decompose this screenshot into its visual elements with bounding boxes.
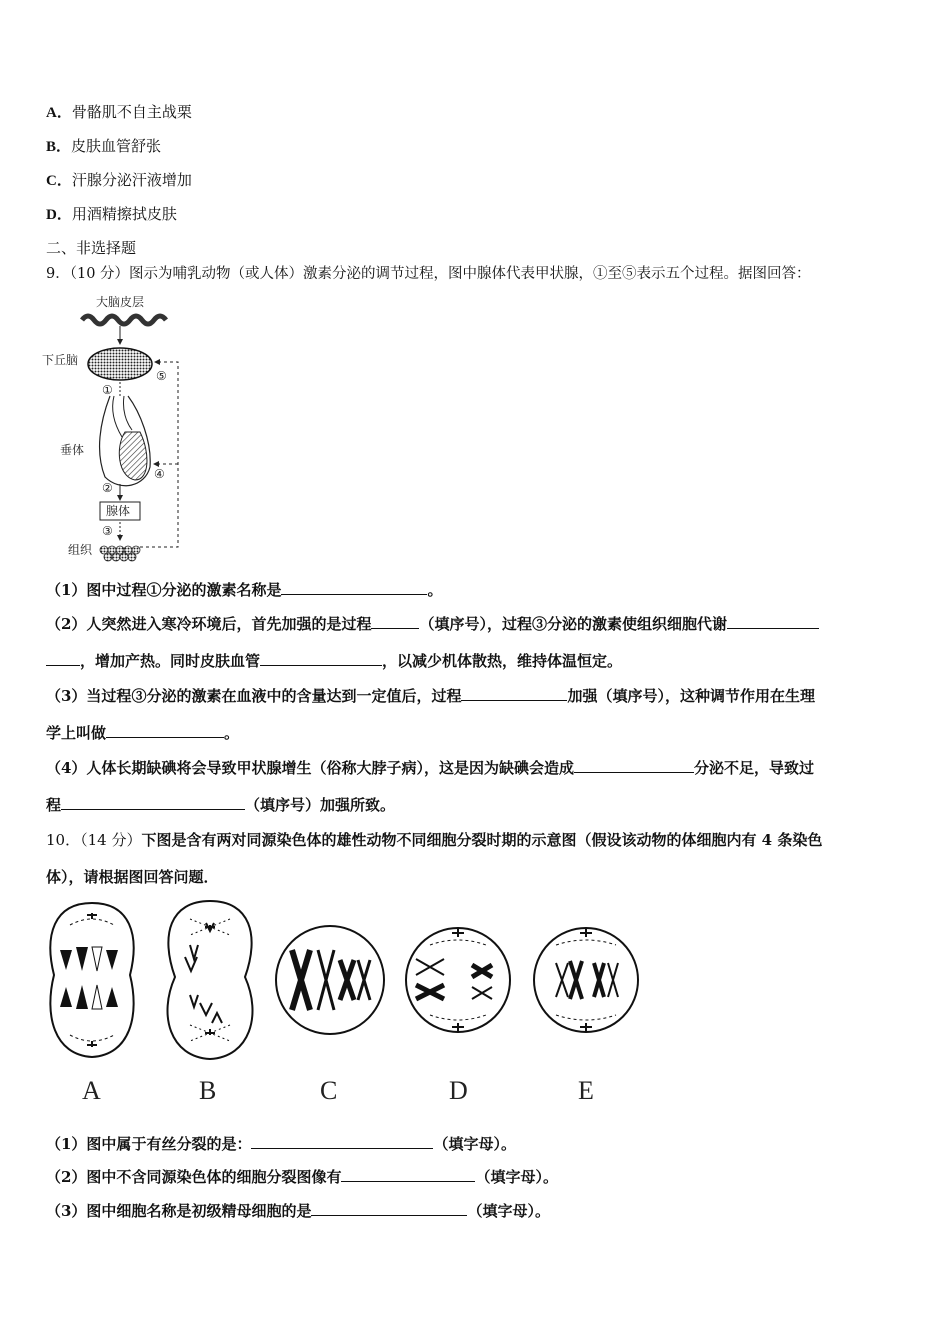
q9-sub2-tail: （填序号），过程③分泌的激素使组织细胞代谢 [419, 615, 727, 633]
pituitary-anterior [119, 432, 147, 480]
answer-blank[interactable] [311, 1201, 467, 1216]
q10-sub3-tail: （填字母）。 [467, 1202, 550, 1220]
option-letter: D． [46, 207, 72, 223]
section-title: 二、非选择题 [46, 239, 137, 257]
option-text: 汗腺分泌汗液增加 [71, 171, 192, 189]
cortex-label: 大脑皮层 [96, 295, 145, 309]
q9-sub3-cont: 学上叫做 [46, 724, 107, 742]
q10-sub1 [46, 1134, 516, 1154]
cortex-shape [82, 316, 166, 324]
q9-sub4-line1 [46, 758, 814, 778]
q10-sub2-text: （2）图中不含同源染色体的细胞分裂图像有 [46, 1168, 342, 1186]
q9-sub3-line2 [46, 723, 239, 743]
q10-score: （14 分） [80, 831, 142, 849]
option-letter: A． [46, 105, 72, 121]
q9-score: （10 分） [69, 266, 130, 282]
answer-blank[interactable] [574, 758, 694, 773]
answer-blank[interactable] [341, 1167, 475, 1182]
q10-sub2-tail: （填字母）。 [475, 1168, 558, 1186]
q9-sub4-tail: 分泌不足，导致过 [693, 759, 814, 777]
q9-sub2-cont: ，增加产热。同时皮肤血管 [80, 652, 261, 670]
process-1-label: ① [102, 383, 113, 397]
pituitary-label: 垂体 [60, 443, 85, 457]
q10-sub1-text: （1）图中属于有丝分裂的是： [46, 1135, 252, 1153]
answer-blank[interactable] [727, 614, 819, 629]
process-4-label: ④ [154, 467, 165, 481]
option-text: 用酒精擦拭皮肤 [71, 205, 177, 223]
q9-sub2-line1 [46, 614, 819, 634]
answer-blank[interactable] [260, 651, 382, 666]
answer-blank[interactable] [61, 795, 245, 810]
q9-sub4-line2 [46, 795, 395, 815]
cell-label-e: E [578, 1076, 594, 1105]
q10-stem-line1 [46, 830, 822, 850]
cell-division-figures [40, 895, 650, 1070]
q9-sub1-text: （1）图中过程①分泌的激素名称是 [46, 581, 282, 599]
q9-sub2-text: （2）人突然进入寒冷环境后，首先加强的是过程 [46, 615, 372, 633]
hypothalamus-shape [88, 348, 152, 380]
option-d [46, 204, 177, 225]
q9-sub4-text: （4）人体长期缺碘将会导致甲状腺增生（俗称大脖子病），这是因为缺碘会造成 [46, 759, 574, 777]
q9-sub3-text: （3）当过程③分泌的激素在血液中的含量达到一定值后，过程 [46, 687, 462, 705]
option-text: 皮肤血管舒张 [71, 137, 162, 155]
q9-sub4-end: （填序号）加强所致。 [245, 796, 396, 814]
q9-sub3-line1 [46, 686, 815, 706]
cell-a [48, 903, 136, 1057]
tissue-cells [100, 546, 140, 561]
q10-stem-text: 下图是含有两对同源染色体的雄性动物不同细胞分裂时期的示意图（假设该动物的体细胞内有 4 条染色 [141, 831, 823, 849]
q10-stem-line2: 体），请根据图回答问题． [46, 868, 219, 886]
answer-blank[interactable] [251, 1134, 433, 1149]
q10-number: 10． [46, 831, 81, 849]
answer-blank[interactable] [371, 614, 419, 629]
option-text: 骨骼肌不自主战栗 [71, 103, 192, 121]
q10-sub3 [46, 1201, 550, 1221]
cell-label-a: A [82, 1076, 101, 1105]
q9-stem-text: 图示为哺乳动物（或人体）激素分泌的调节过程，图中腺体代表甲状腺，①至⑤表示五个过程。据图回答： [129, 266, 811, 282]
q9-sub4-cont: 程 [46, 796, 62, 814]
cell-c [276, 926, 384, 1034]
q9-stem [46, 264, 811, 284]
q9-sub1 [46, 580, 442, 600]
tissue-label: 组织 [68, 543, 93, 557]
q10-sub1-tail: （填字母）。 [433, 1135, 516, 1153]
q9-sub3-tail: 加强（填序号），这种调节作用在生理 [567, 687, 815, 705]
q10-sub3-text: （3）图中细胞名称是初级精母细胞的是 [46, 1202, 312, 1220]
option-c [46, 170, 192, 191]
process-2-label: ② [102, 481, 113, 495]
cell-label-d: D [449, 1076, 468, 1105]
cell-d [406, 928, 510, 1032]
option-letter: C． [46, 173, 72, 189]
q9-number: 9． [46, 266, 70, 282]
option-a [46, 102, 192, 123]
cell-b [168, 901, 253, 1059]
cell-label-b: B [199, 1076, 217, 1105]
option-letter: B． [46, 139, 72, 155]
gland-label: 腺体 [106, 504, 131, 518]
answer-blank[interactable] [461, 686, 567, 701]
q9-sub1-tail: 。 [427, 581, 443, 599]
process-5-label: ⑤ [156, 369, 167, 383]
answer-blank[interactable] [106, 723, 224, 738]
option-b [46, 136, 161, 157]
process-3-label: ③ [102, 524, 113, 538]
q9-sub2-line2 [46, 651, 622, 671]
q10-sub2 [46, 1167, 558, 1187]
hypothalamus-label: 下丘脑 [42, 353, 79, 367]
q9-sub3-end: 。 [224, 724, 240, 742]
cell-e [534, 928, 638, 1032]
cell-label-c: C [320, 1076, 338, 1105]
q9-sub2-end: ，以减少机体散热，维持体温恒定。 [382, 652, 623, 670]
answer-blank[interactable] [281, 580, 427, 595]
answer-blank[interactable] [46, 651, 80, 666]
hormone-regulation-diagram [40, 292, 200, 564]
